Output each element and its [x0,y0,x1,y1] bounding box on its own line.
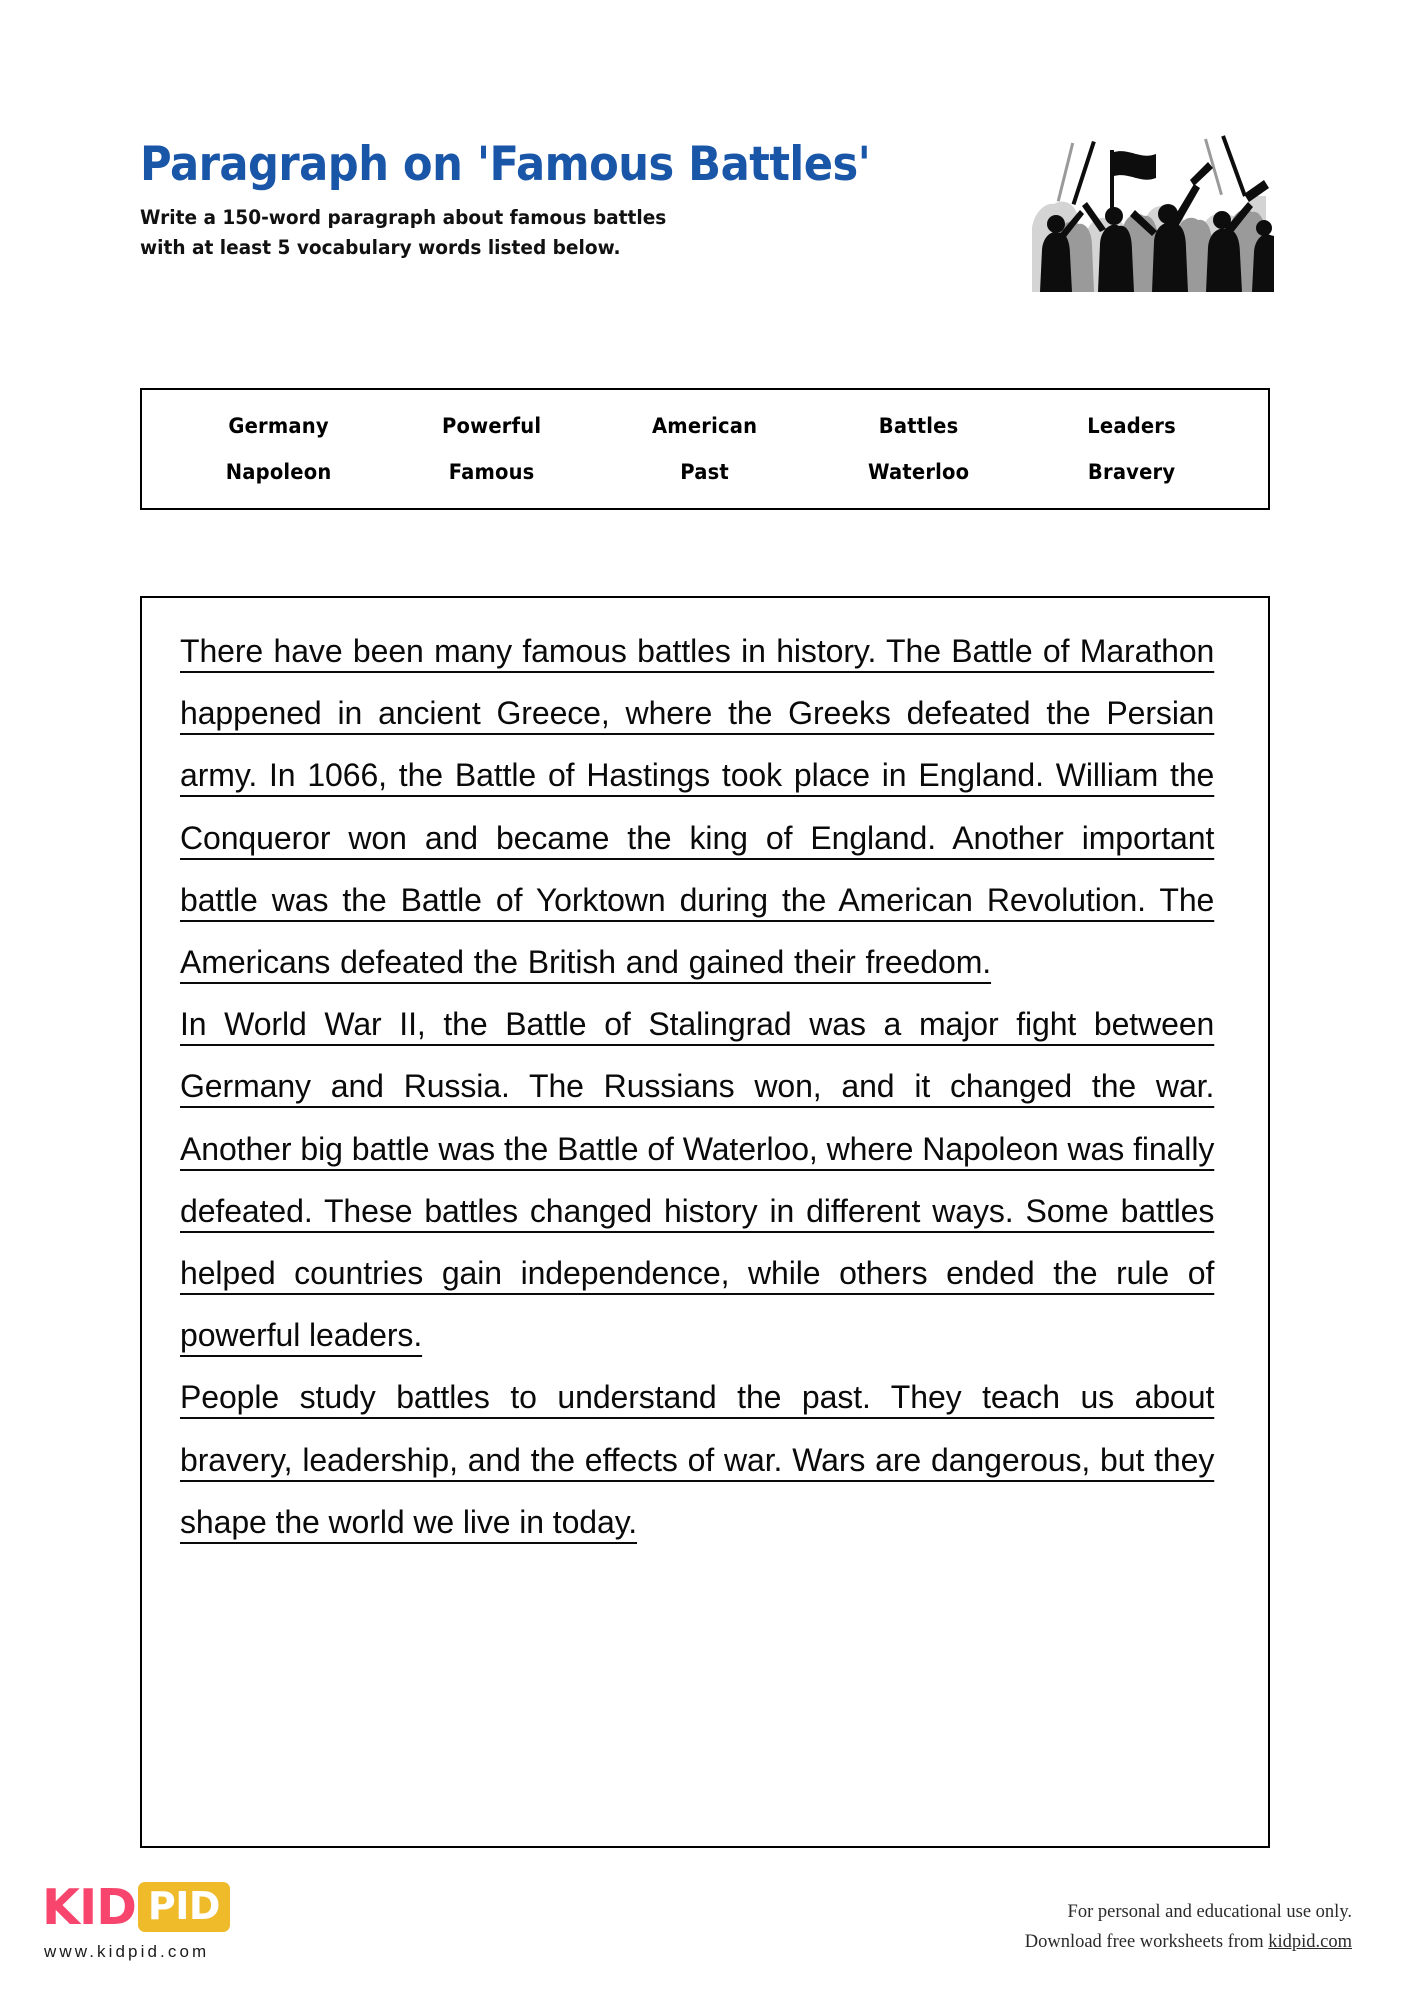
vocabulary-word: Past [680,460,730,484]
vocabulary-word: Germany [228,414,329,438]
vocabulary-word: American [652,414,758,438]
answer-paragraph-2: In World War II, the Battle of Stalingrad was a major fight between Germany and Russia. The Russians won, and it changed the war. Another big battle was the Battle of Waterloo, where Napoleon was finally defeated. These battles changed history in different ways. Some battles helped countries gain independence, while others ended the rule of powerful leaders. [180,1006,1215,1354]
footer-note-line-2 [1025,1928,1352,1958]
vocabulary-word: Powerful [442,414,542,438]
vocabulary-row-1 [142,414,1268,438]
vocabulary-word: Napoleon [225,460,332,484]
vocabulary-word: Waterloo [867,460,969,484]
battle-soldiers-silhouette-icon [1024,132,1274,292]
vocabulary-row-2 [142,460,1268,484]
instruction-text [140,203,672,262]
vocabulary-word: Bravery [1087,460,1176,484]
vocabulary-word: Famous [448,460,535,484]
answer-paragraph-3: People study battles to understand the past. They teach us about bravery, leadership, and the effects of war. Wars are dangerous, but they shape the world we live in today. [180,1379,1215,1540]
footer-note-line-1: For personal and educational use only. [1067,1902,1352,1923]
logo-kid-text: KID [42,1878,136,1936]
vocabulary-word: Leaders [1087,414,1176,438]
instruction-line-1: Write a 150-word paragraph about famous battles with at [140,206,667,259]
answer-writing-box[interactable] [140,596,1270,1848]
logo-mark [42,1878,230,1936]
page-title: Paragraph on 'Famous Battles' [140,137,871,192]
vocabulary-word-box [140,388,1270,510]
footer-usage-note [1025,1898,1352,1958]
kidpid-link[interactable]: kidpid.com [1268,1932,1352,1953]
instruction-line-2: least 5 vocabulary words listed below. [219,235,621,259]
logo-pid-text: PID [138,1882,230,1932]
vocabulary-word: Battles [878,414,959,438]
footer-note-prefix: Download free worksheets from [1024,1932,1269,1953]
answer-paragraph-1: There have been many famous battles in history. The Battle of Marathon happened in ancient Greece, where the Greeks defeated the Persian army. In 1066, the Battle of Hastings took place in England. William the Conqueror won and became the king of England. Another important battle was the Battle of Yorktown during the American Revolution. The Americans defeated the British and gained their freedom. [180,633,1215,981]
logo-website-url: www.kidpid.com [44,1942,210,1961]
page-footer [0,1850,1414,2000]
kidpid-logo[interactable] [42,1878,230,1962]
